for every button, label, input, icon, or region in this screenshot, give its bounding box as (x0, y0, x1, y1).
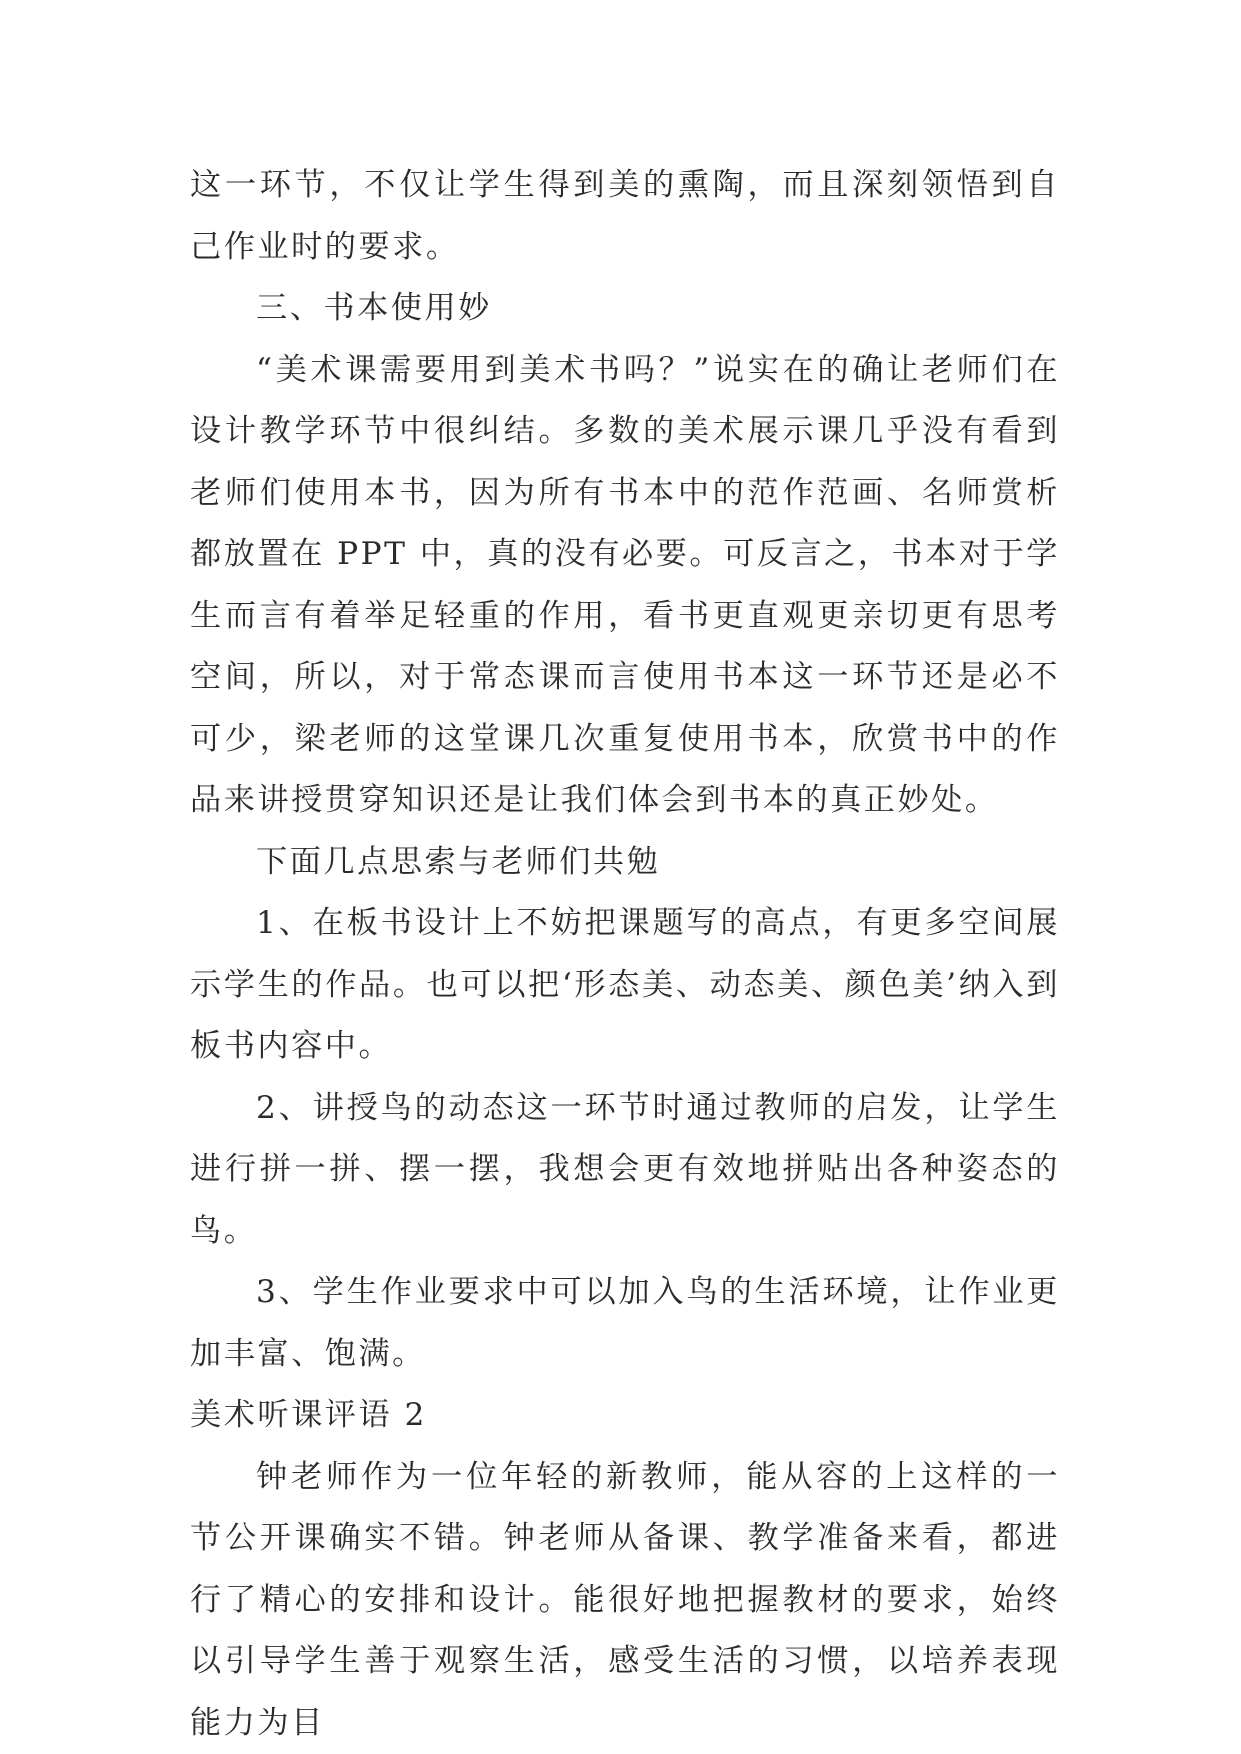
list-item-2: 2、讲授鸟的动态这一环节时通过教师的启发，让学生进行拼一拼、摆一摆，我想会更有效地拼贴出各种姿态的鸟。 (190, 1089, 1060, 1249)
paragraph-continuation: 这一环节，不仅让学生得到美的熏陶，而且深刻领悟到自己作业时的要求。 (190, 167, 1060, 265)
paragraph-book-usage: “美术课需要用到美术书吗？”说实在的确让老师们在设计教学环节中很纠结。多数的美术展示课几乎没有看到老师们使用本书，因为所有书本中的范作范画、名师赏析都放置在 PPT 中，真的没有必要。可反言之，书本对于学生而言有着举足轻重的作用，看书更直观更亲切更有思考空间，所以，对于常态课而言使用书本这一环节还是必不可少，梁老师的这堂课几次重复使用书本，欣赏书中的作品来讲授贯穿知识还是让我们体会到书本的真正妙处。 (190, 351, 1060, 818)
article-title-2: 美术听课评语 2 (190, 1397, 427, 1433)
list-item-3: 3、学生作业要求中可以加入鸟的生活环境，让作业更加丰富、饱满。 (190, 1274, 1060, 1372)
paragraph-teacher-zhong: 钟老师作为一位年轻的新教师，能从容的上这样的一节公开课确实不错。钟老师从备课、教学准备来看，都进行了精心的安排和设计。能很好地把握教材的要求，始终以引导学生善于观察生活，感受生活的习惯，以培养表现能力为目 (190, 1458, 1060, 1741)
paragraph-reflections-intro: 下面几点思索与老师们共勉 (256, 843, 661, 880)
list-item-1: 1、在板书设计上不妨把课题写的高点，有更多空间展示学生的作品。也可以把‘形态美、动态美、颜色美’纳入到板书内容中。 (190, 905, 1060, 1064)
section-heading-book-usage: 三、书本使用妙 (256, 290, 492, 326)
document-body (190, 155, 1060, 1754)
